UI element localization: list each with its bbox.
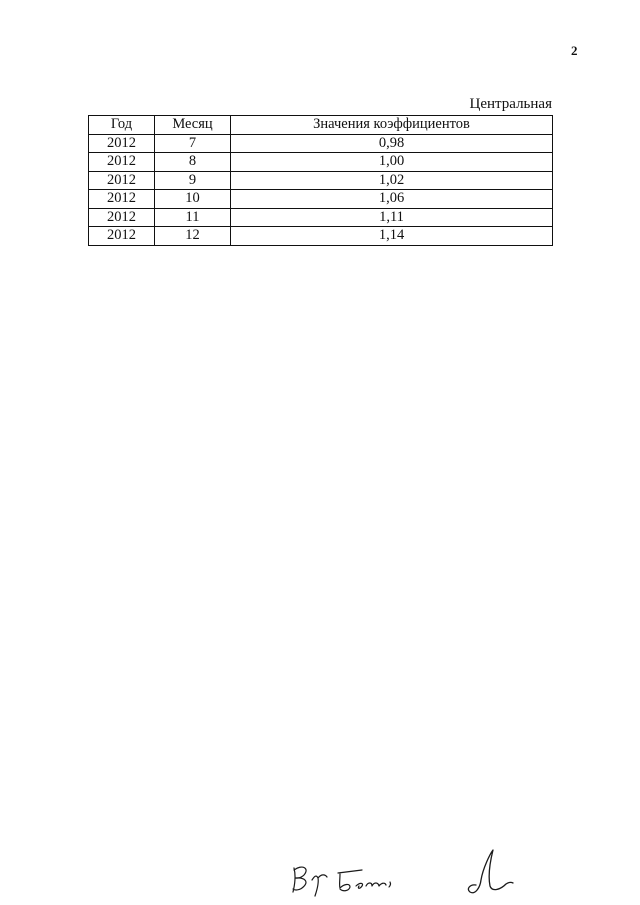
cell-coefficient: 1,06 <box>231 190 553 209</box>
cell-coefficient: 0,98 <box>231 134 553 153</box>
table-row <box>89 153 553 172</box>
cell-month: 7 <box>155 134 231 153</box>
cell-year: 2012 <box>89 208 155 227</box>
header-month: Месяц <box>155 116 231 135</box>
table-row <box>89 208 553 227</box>
cell-year: 2012 <box>89 227 155 246</box>
table-header-row <box>89 116 553 135</box>
cell-month: 12 <box>155 227 231 246</box>
right-signature <box>468 850 513 893</box>
cell-year: 2012 <box>89 171 155 190</box>
cell-month: 11 <box>155 208 231 227</box>
page-number: 2 <box>571 43 578 58</box>
table-row <box>89 227 553 246</box>
cell-year: 2012 <box>89 134 155 153</box>
cell-coefficient: 1,11 <box>231 208 553 227</box>
region-label: Центральная <box>469 96 552 112</box>
cell-year: 2012 <box>89 190 155 209</box>
left-signature <box>293 867 390 896</box>
cell-coefficient: 1,02 <box>231 171 553 190</box>
cell-month: 9 <box>155 171 231 190</box>
handwritten-signatures <box>280 840 540 900</box>
cell-month: 10 <box>155 190 231 209</box>
cell-coefficient: 1,14 <box>231 227 553 246</box>
cell-coefficient: 1,00 <box>231 153 553 172</box>
coefficients-table <box>88 115 553 246</box>
table-row <box>89 171 553 190</box>
header-year: Год <box>89 116 155 135</box>
table-row <box>89 134 553 153</box>
cell-year: 2012 <box>89 153 155 172</box>
table-row <box>89 190 553 209</box>
header-coefficient-values: Значения коэффициентов <box>231 116 553 135</box>
signatures-area <box>280 840 540 900</box>
cell-month: 8 <box>155 153 231 172</box>
